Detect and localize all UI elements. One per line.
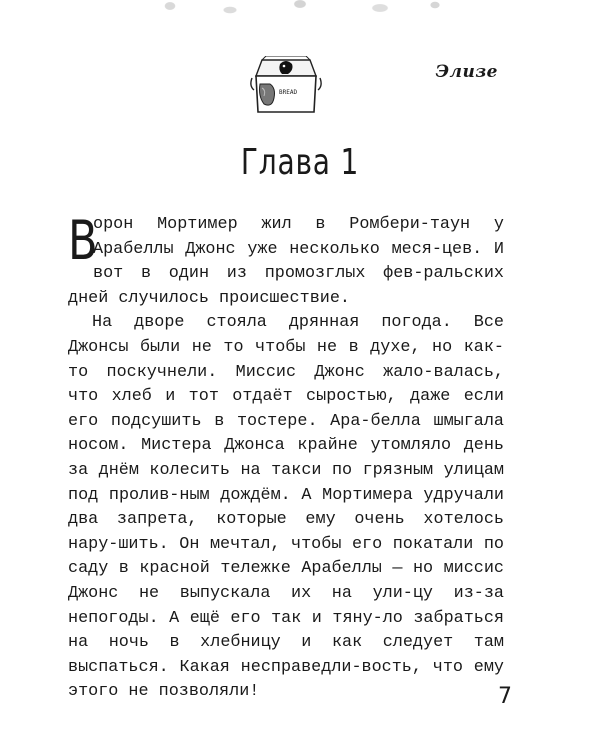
bread-bin-with-raven-icon [246,56,324,118]
chapter-body [68,209,504,705]
chapter-title: Глава 1 [240,142,360,183]
page-number: 7 [498,684,512,709]
drop-cap: В [68,209,98,272]
dedication: Элизе [435,62,498,82]
paragraph-2: На дворе стояла дрянная погода. Все Джонсы были не то чтобы не в духе, но как-то поскучнели. Миссис Джонс жало-валась, что хлеб и тот отдаёт сыростью, даже если его подсушить в тостере. Ара-белла шмыгала носом. Мистера Джонса крайне утомляло день за днём колесить на такси по грязным улицам под пролив-ным дождём. А Мортимера удручали два запрета, которые ему очень хотелось нару-шить. Он мечтал, чтобы его покатали по саду в красной тележке Арабеллы — но миссис Джонс не выпускала их на ули-цу из-за непогоды. А ещё его так и тяну-ло забраться на ночь в хлебницу и как следует там выспаться. Какая несправедли-вость, что ему этого не позволяли! [68,313,504,702]
bread-bin-label: BREAD [279,89,298,96]
paragraph-1 [68,209,504,311]
paragraph-1-text: орон Мортимер жил в Ромбери-таун у Арабеллы Джонс уже несколько меся-цев. И вот в один из промозглых фев-ральских дней случилось происшествие. [68,215,504,308]
scan-artifact [150,0,450,26]
